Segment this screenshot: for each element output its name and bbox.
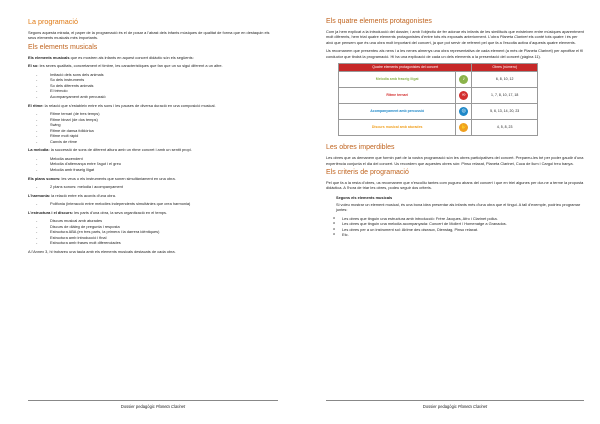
left-footer: Dossier pedagògic Planeta Clarinet xyxy=(28,400,278,410)
element-icon: ♪ xyxy=(459,75,468,84)
list-item: - Ritme binari (de dos temps) xyxy=(50,117,278,123)
right-footer: Dossier pedagògic Planeta Clarinet xyxy=(326,400,584,410)
element-works: 4, 5, 8, 23 xyxy=(472,120,538,136)
element-works: 6, 8, 10, 12 xyxy=(472,72,538,88)
table-row xyxy=(339,72,538,88)
protagonistes-paragraph-2: Us recomanem que presenteu als nens i a les nenes almenys una obra representativa de cada element (a més de Planeta Clarinet) per aprofitar el fil conductor que tindrà la programació. Hi ha una explicació de cada un dels elements a la presentació del concert (pàgina 11). xyxy=(326,48,583,59)
element-icon: ✋ xyxy=(460,124,467,131)
element-icon-cell xyxy=(456,88,472,104)
list-item: - Acompanyament amb percussió xyxy=(50,94,278,100)
list-item: - Estructura ABA (en tres parts, la primera i la darrera idèntiques) xyxy=(50,229,278,235)
table-header: Obres (número) xyxy=(472,64,538,72)
table-row xyxy=(339,120,538,136)
table-row xyxy=(339,104,538,120)
list-item: o Les obres per a un instrument sol: Abîme des oiseaux, Dienstag, Pinso relaxat. xyxy=(342,227,584,233)
list-item: - Melodia d'alternança entre l'agut i el greu xyxy=(50,161,278,167)
list-item: - So dels instruments xyxy=(50,77,278,83)
estructura-list xyxy=(50,218,278,246)
elements-title: Els elements musicals xyxy=(28,44,98,52)
protagonistes-paragraph-1: Com ja hem explicat a la introducció del dossier, i amb l'objectiu de fer adonar els infants de les similituds que existeixen entre músiques aparentment molt diferents, hem triat quatre elements protagonistes d'entre tots els exposats anteriorment. L'obra Planeta Clarinet els conté tots quatre i és per això que pensem que és una obra molt important del concert, ja que pot servir de referent pel que fa a l'escolta activa d'aquests quatre elements. xyxy=(326,28,584,45)
list-item: - Polifonia (interacció entre melodies independents simultànies que crea harmonia) xyxy=(50,201,278,207)
ritme-paragraph: El ritme: la relació que s'estableix entre els sons i les pauses de diversa duració en una composició musical. xyxy=(28,102,216,108)
list-item: o Les obres que tinguin una estructura amb introducció: Frère Jacques, Afro i Clarinet polka. xyxy=(342,216,584,222)
criteri-list xyxy=(342,216,584,238)
list-item: - Melodia ascendent xyxy=(50,156,278,162)
criteris-title: Els criteris de programació xyxy=(326,169,409,177)
element-icon-cell xyxy=(456,104,472,120)
criteris-paragraph: Pel que fa a la resta d'obres, us recomanem que n'escolliu tantes com pugueu abans del concert i que en triei algunes per dur-ne a terme la proposta didàctica. A l'hora de triar les obres, podeu seguir dos criteris. xyxy=(326,179,584,191)
table-row xyxy=(339,88,538,104)
list-item: - Discurs musical amb aturades xyxy=(50,218,278,224)
list-item: - Canvis de ritme xyxy=(50,139,278,145)
annex-paragraph: A l'Annex 3, hi trobareu una taula amb els elements musicals destacats de cada obra. xyxy=(28,249,176,255)
criteri-paragraph: Si voleu mostrar un element musical, és una bona idea presentar als infants més d'una obra que el tingui. A tall d'exemple, podríeu programar juntes: xyxy=(336,201,581,213)
list-item: - Estructura amb introducció i final xyxy=(50,235,278,241)
harmonia-paragraph: L'harmonia: la relació entre els acords d'una obra. xyxy=(28,192,116,198)
melodia-list xyxy=(50,156,278,173)
element-label: Acompanyament amb percussió xyxy=(339,104,456,120)
element-works: 5, 6, 13, 14, 20, 23 xyxy=(472,104,538,120)
so-paragraph: El so: les seves qualitats, concretament el timbre, les característiques que fan que un so sigui diferent a un altre. xyxy=(28,63,223,69)
plans-paragraph: Els plans sonors: les veus o els instruments que sonen simultàniament en una obra. xyxy=(28,175,176,181)
list-item: o Etc. xyxy=(342,232,584,238)
ritme-list xyxy=(50,111,278,144)
element-icon: ◎ xyxy=(459,107,468,116)
intro-paragraph: Segons aquesta mirada, el paper de la programació és el de posar a l'abast dels infants músiques de qualitat de forma que en destaquin els seus elements musicals més importants. xyxy=(28,29,270,41)
element-label: Discurs musical amb aturades xyxy=(339,120,456,136)
element-works: 1, 7, 8, 10, 17, 18 xyxy=(472,88,538,104)
plans-list xyxy=(50,184,278,190)
melodia-paragraph: La melodia: la successió de sons de diferent altura amb un ritme concret i amb un sentit propi. xyxy=(28,147,192,153)
element-label: Ritme ternari xyxy=(339,88,456,104)
list-item: - Melodia amb fraseig lligat xyxy=(50,167,278,173)
right-page xyxy=(300,0,600,424)
imperdibles-title: Les obres imperdibles xyxy=(326,144,395,152)
element-icon-cell xyxy=(456,120,472,136)
list-item: - Ritme molt ràpid xyxy=(50,133,278,139)
protagonistes-title: Els quatre elements protagonistes xyxy=(326,18,432,25)
programacio-title: La programació xyxy=(28,17,78,26)
list-item: - Estructura amb frases molt diferenciades xyxy=(50,240,278,246)
estructura-paragraph: L'estructura i el discurs: les parts d'una obra, la seva organització en el temps. xyxy=(28,209,168,215)
so-list xyxy=(50,72,278,100)
list-item: - Ritme ternari (de tres temps) xyxy=(50,111,278,117)
elements-lead: Els elements musicals que es mostren als infants en aquest concert didàctic són els següents: xyxy=(28,54,194,60)
list-item: o Les obres que tinguin una melodia acompanyada: Concert de Mollert / Homenatge a Granados. xyxy=(342,221,584,227)
element-label: Melodia amb fraseig lligat xyxy=(339,72,456,88)
imperdibles-paragraph: Les obres que us demanem que formin part de la vostra programació són les obres participatives del concert. Prepareu-les bé per poder gaudir d'una experiència conjunta el dia del concert. Us recordem que aquestes obres són: Pinso relaxat, Planeta Clarinet, Cuca de llum i Cargol treu banya. xyxy=(326,155,584,166)
elements-table xyxy=(338,63,538,136)
table-header: Quatre elements protagonistes del concert xyxy=(339,64,472,72)
element-icon-cell xyxy=(456,72,472,88)
list-item: - Ritme de dansa folklòrica xyxy=(50,128,278,134)
harmonia-list xyxy=(50,201,278,207)
list-item: - So dels diferents animals xyxy=(50,83,278,89)
criteri-subtitle: Segons els elements musicals xyxy=(336,194,393,200)
element-icon: ∞ xyxy=(459,91,468,100)
list-item: - Swing xyxy=(50,122,278,128)
list-item: - Discurs de diàleg de pregunta i resposta xyxy=(50,224,278,230)
list-item: - El trèmolo xyxy=(50,88,278,94)
list-item: - Imitació dels sons dels animals xyxy=(50,72,278,78)
list-item: - 2 plans sonors: melodia i acompanyament xyxy=(50,184,278,190)
